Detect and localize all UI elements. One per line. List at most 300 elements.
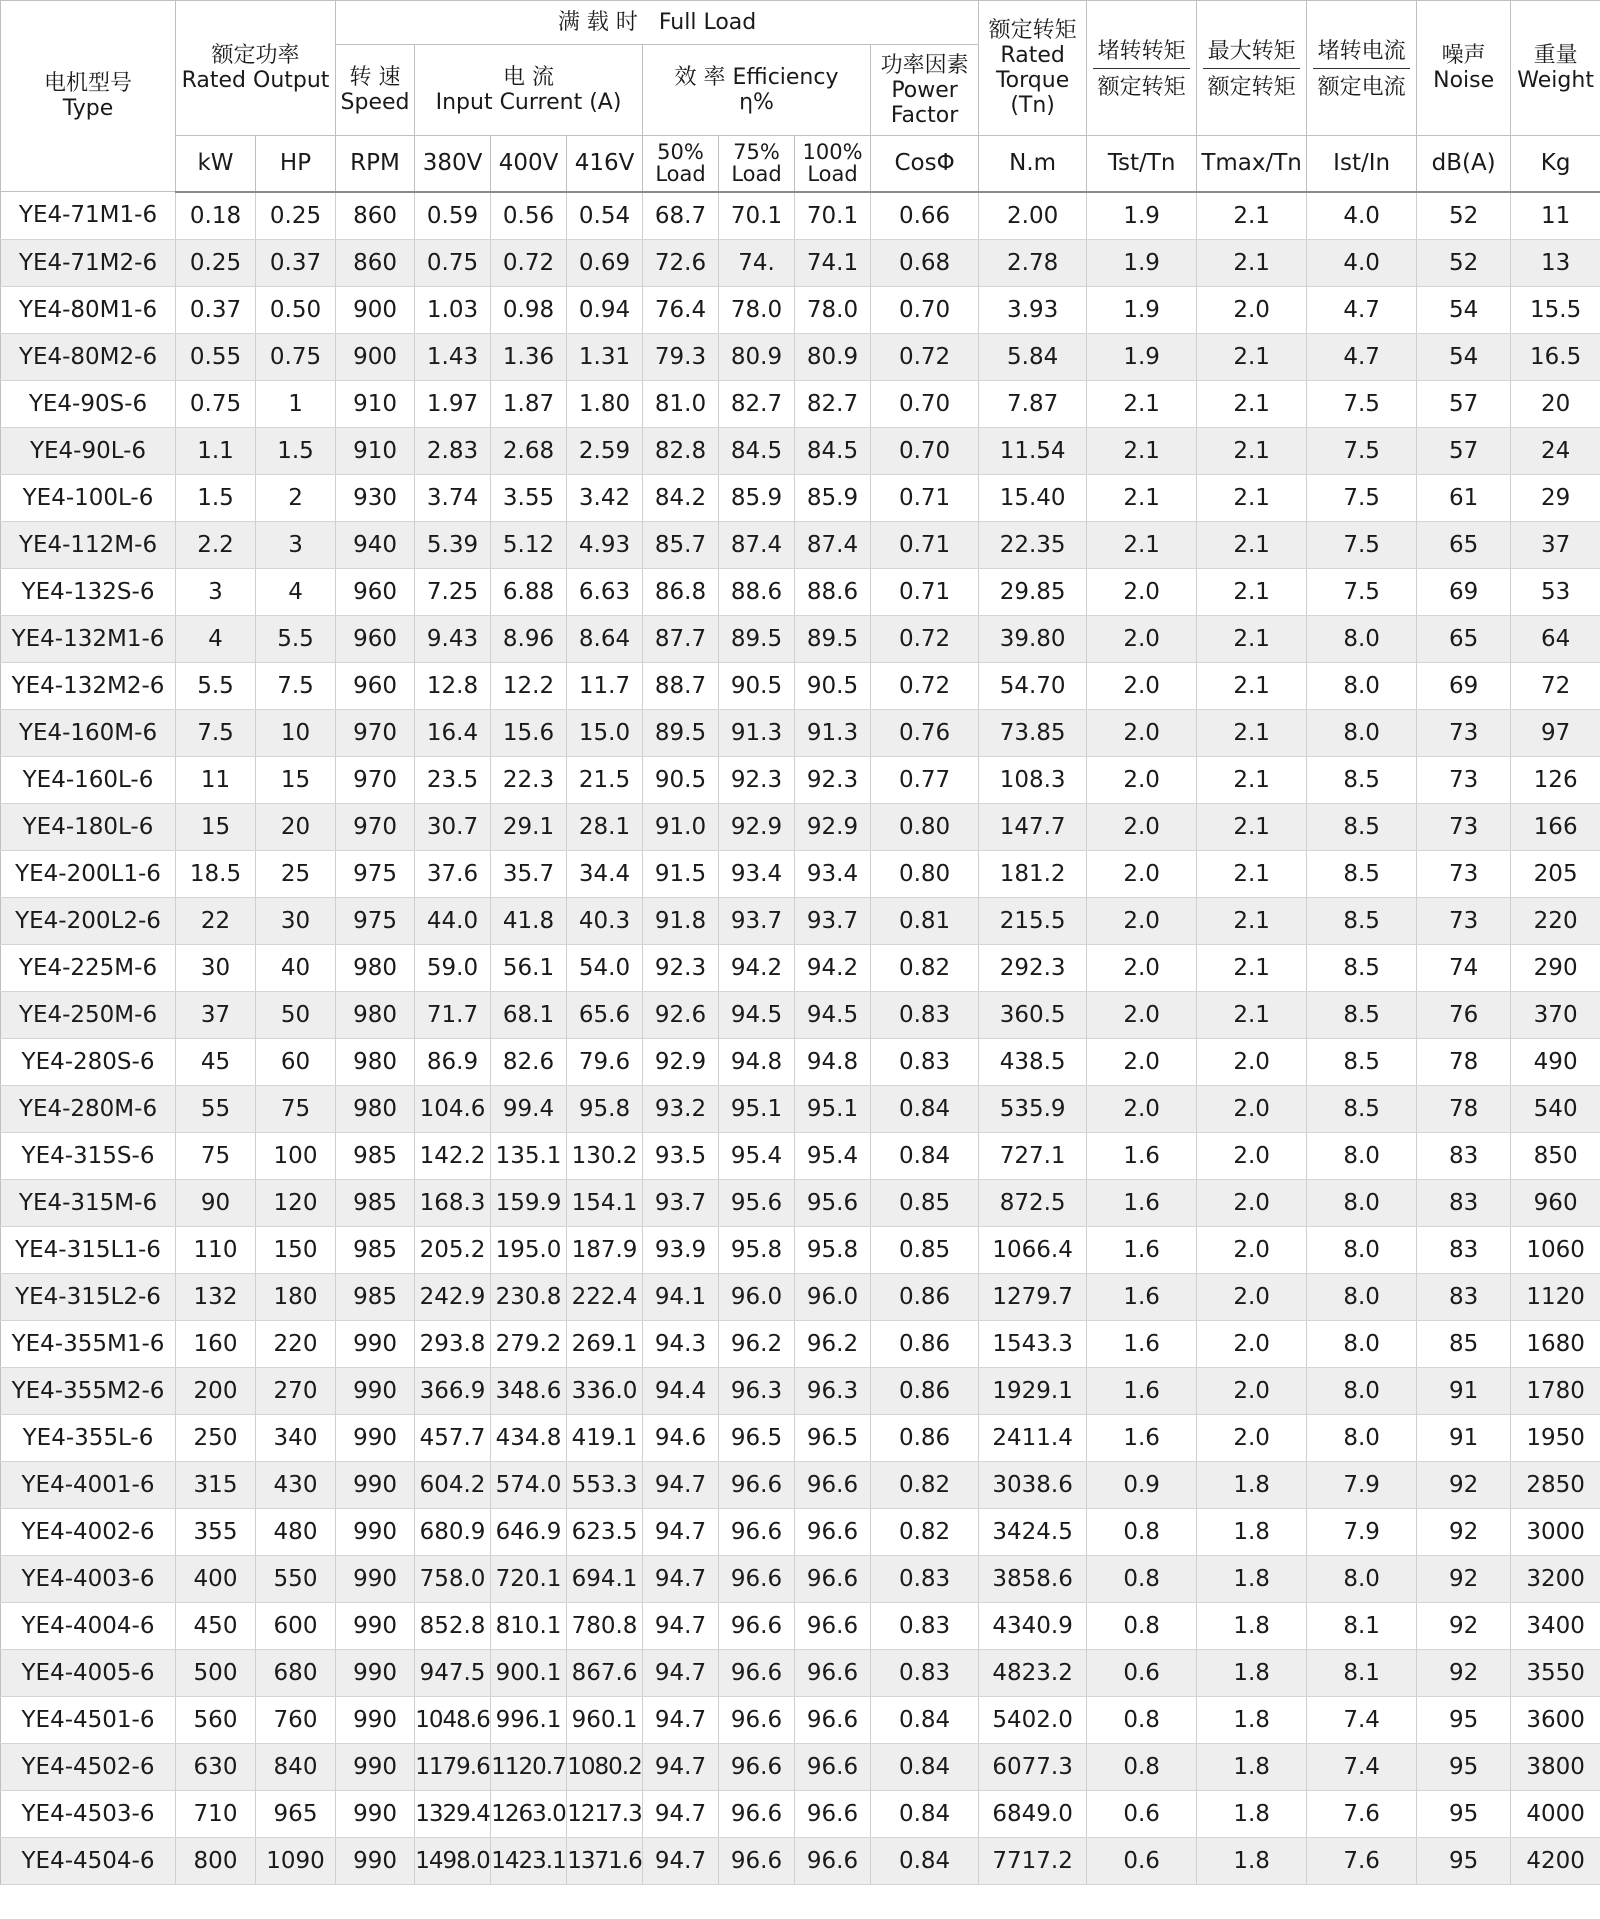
cell-eff-50: 90.5 <box>643 756 719 803</box>
cell-locked-torque-ratio: 2.0 <box>1087 1038 1197 1085</box>
cell-noise: 73 <box>1417 756 1511 803</box>
cell-eff-75: 96.6 <box>719 1743 795 1790</box>
cell-current-400v: 3.55 <box>491 474 567 521</box>
cell-rpm: 990 <box>336 1743 415 1790</box>
cell-type: YE4-250M-6 <box>1 991 176 1038</box>
cell-current-416v: 1.80 <box>567 380 643 427</box>
cell-type: YE4-225M-6 <box>1 944 176 991</box>
unit-100-load: 100% Load <box>795 136 871 192</box>
cell-eff-50: 82.8 <box>643 427 719 474</box>
cell-power-factor: 0.82 <box>871 1508 979 1555</box>
cell-weight: 3400 <box>1511 1602 1600 1649</box>
cell-current-380v: 205.2 <box>415 1226 491 1273</box>
cell-kw: 400 <box>176 1555 256 1602</box>
cell-eff-100: 87.4 <box>795 521 871 568</box>
cell-current-416v: 0.69 <box>567 239 643 286</box>
cell-eff-75: 96.6 <box>719 1790 795 1837</box>
cell-eff-100: 96.6 <box>795 1461 871 1508</box>
cell-rated-torque: 6849.0 <box>979 1790 1087 1837</box>
cell-kw: 30 <box>176 944 256 991</box>
cell-rated-torque: 3038.6 <box>979 1461 1087 1508</box>
cell-noise: 95 <box>1417 1696 1511 1743</box>
cell-current-400v: 8.96 <box>491 615 567 662</box>
cell-rpm: 970 <box>336 709 415 756</box>
cell-rated-torque: 2.78 <box>979 239 1087 286</box>
cell-locked-torque-ratio: 2.0 <box>1087 662 1197 709</box>
cell-rpm: 990 <box>336 1696 415 1743</box>
cell-eff-100: 84.5 <box>795 427 871 474</box>
cell-eff-50: 94.1 <box>643 1273 719 1320</box>
cell-max-torque-ratio: 2.0 <box>1197 1132 1307 1179</box>
cell-eff-100: 92.3 <box>795 756 871 803</box>
cell-locked-current-ratio: 4.0 <box>1307 192 1417 240</box>
cell-current-400v: 0.72 <box>491 239 567 286</box>
cell-max-torque-ratio: 2.1 <box>1197 897 1307 944</box>
header-input-current: 电 流 Input Current (A) <box>415 45 643 136</box>
table-row <box>1 897 1600 944</box>
cell-kw: 450 <box>176 1602 256 1649</box>
cell-type: YE4-71M2-6 <box>1 239 176 286</box>
cell-rpm: 980 <box>336 944 415 991</box>
cell-current-416v: 6.63 <box>567 568 643 615</box>
cell-rated-torque: 108.3 <box>979 756 1087 803</box>
cell-locked-torque-ratio: 2.1 <box>1087 380 1197 427</box>
cell-locked-torque-ratio: 2.0 <box>1087 615 1197 662</box>
table-row <box>1 1696 1600 1743</box>
cell-eff-50: 94.7 <box>643 1602 719 1649</box>
cell-locked-current-ratio: 8.0 <box>1307 1555 1417 1602</box>
header-weight: 重量 Weight <box>1511 1 1600 136</box>
cell-weight: 4000 <box>1511 1790 1600 1837</box>
cell-type: YE4-200L2-6 <box>1 897 176 944</box>
cell-noise: 54 <box>1417 333 1511 380</box>
cell-kw: 0.75 <box>176 380 256 427</box>
cell-rated-torque: 73.85 <box>979 709 1087 756</box>
cell-power-factor: 0.86 <box>871 1414 979 1461</box>
cell-rated-torque: 360.5 <box>979 991 1087 1038</box>
cell-current-416v: 79.6 <box>567 1038 643 1085</box>
cell-type: YE4-90S-6 <box>1 380 176 427</box>
cell-locked-torque-ratio: 1.6 <box>1087 1132 1197 1179</box>
cell-weight: 540 <box>1511 1085 1600 1132</box>
cell-weight: 24 <box>1511 427 1600 474</box>
table-row <box>1 1837 1600 1884</box>
cell-current-380v: 242.9 <box>415 1273 491 1320</box>
cell-eff-50: 91.0 <box>643 803 719 850</box>
cell-locked-current-ratio: 8.5 <box>1307 944 1417 991</box>
cell-kw: 37 <box>176 991 256 1038</box>
cell-current-400v: 574.0 <box>491 1461 567 1508</box>
cell-locked-torque-ratio: 1.6 <box>1087 1320 1197 1367</box>
cell-noise: 83 <box>1417 1273 1511 1320</box>
unit-400v: 400V <box>491 136 567 192</box>
cell-current-416v: 2.59 <box>567 427 643 474</box>
cell-current-380v: 104.6 <box>415 1085 491 1132</box>
unit-tmax-tn: Tmax/Tn <box>1197 136 1307 192</box>
cell-current-416v: 780.8 <box>567 1602 643 1649</box>
cell-eff-100: 96.6 <box>795 1743 871 1790</box>
cell-eff-75: 85.9 <box>719 474 795 521</box>
cell-rated-torque: 2411.4 <box>979 1414 1087 1461</box>
cell-weight: 4200 <box>1511 1837 1600 1884</box>
cell-current-380v: 86.9 <box>415 1038 491 1085</box>
cell-current-416v: 8.64 <box>567 615 643 662</box>
cell-max-torque-ratio: 2.1 <box>1197 239 1307 286</box>
cell-rpm: 985 <box>336 1179 415 1226</box>
cell-locked-current-ratio: 8.0 <box>1307 615 1417 662</box>
cell-locked-current-ratio: 8.0 <box>1307 1273 1417 1320</box>
cell-locked-torque-ratio: 2.1 <box>1087 427 1197 474</box>
cell-weight: 3550 <box>1511 1649 1600 1696</box>
unit-cos-phi: CosΦ <box>871 136 979 192</box>
cell-weight: 97 <box>1511 709 1600 756</box>
cell-weight: 37 <box>1511 521 1600 568</box>
cell-hp: 340 <box>256 1414 336 1461</box>
cell-locked-current-ratio: 8.0 <box>1307 1226 1417 1273</box>
cell-weight: 205 <box>1511 850 1600 897</box>
table-row <box>1 521 1600 568</box>
table-row <box>1 1508 1600 1555</box>
table-row <box>1 1461 1600 1508</box>
cell-rated-torque: 3424.5 <box>979 1508 1087 1555</box>
cell-current-380v: 1.43 <box>415 333 491 380</box>
cell-current-400v: 12.2 <box>491 662 567 709</box>
cell-eff-75: 96.2 <box>719 1320 795 1367</box>
cell-locked-torque-ratio: 2.0 <box>1087 1085 1197 1132</box>
cell-hp: 1 <box>256 380 336 427</box>
table-row <box>1 709 1600 756</box>
cell-power-factor: 0.76 <box>871 709 979 756</box>
cell-noise: 78 <box>1417 1038 1511 1085</box>
header-noise: 噪声 Noise <box>1417 1 1511 136</box>
cell-type: YE4-315L1-6 <box>1 1226 176 1273</box>
cell-hp: 2 <box>256 474 336 521</box>
cell-type: YE4-355M2-6 <box>1 1367 176 1414</box>
cell-rpm: 985 <box>336 1273 415 1320</box>
table-row <box>1 944 1600 991</box>
cell-eff-100: 90.5 <box>795 662 871 709</box>
cell-hp: 965 <box>256 1790 336 1837</box>
cell-eff-75: 88.6 <box>719 568 795 615</box>
cell-eff-75: 96.3 <box>719 1367 795 1414</box>
table-row <box>1 333 1600 380</box>
table-row <box>1 1273 1600 1320</box>
cell-eff-50: 94.7 <box>643 1696 719 1743</box>
table-row <box>1 1320 1600 1367</box>
cell-locked-current-ratio: 8.5 <box>1307 1085 1417 1132</box>
cell-noise: 92 <box>1417 1602 1511 1649</box>
cell-hp: 680 <box>256 1649 336 1696</box>
cell-current-400v: 348.6 <box>491 1367 567 1414</box>
cell-locked-current-ratio: 8.1 <box>1307 1602 1417 1649</box>
header-rated-torque: 额定转矩 Rated Torque (Tn) <box>979 1 1087 136</box>
cell-type: YE4-4004-6 <box>1 1602 176 1649</box>
cell-eff-100: 94.5 <box>795 991 871 1038</box>
table-row <box>1 991 1600 1038</box>
cell-max-torque-ratio: 1.8 <box>1197 1508 1307 1555</box>
cell-weight: 220 <box>1511 897 1600 944</box>
unit-kg: Kg <box>1511 136 1600 192</box>
cell-max-torque-ratio: 2.0 <box>1197 1367 1307 1414</box>
header-max-torque-ratio: 最大转矩 额定转矩 <box>1197 1 1307 136</box>
cell-max-torque-ratio: 2.1 <box>1197 521 1307 568</box>
cell-max-torque-ratio: 2.1 <box>1197 474 1307 521</box>
header-full-load: 满 载 时 Full Load <box>336 1 979 45</box>
cell-locked-current-ratio: 7.9 <box>1307 1508 1417 1555</box>
cell-locked-current-ratio: 8.0 <box>1307 1132 1417 1179</box>
cell-max-torque-ratio: 2.1 <box>1197 756 1307 803</box>
unit-75-load: 75% Load <box>719 136 795 192</box>
cell-current-416v: 40.3 <box>567 897 643 944</box>
cell-current-380v: 3.74 <box>415 474 491 521</box>
cell-rpm: 990 <box>336 1602 415 1649</box>
cell-current-380v: 71.7 <box>415 991 491 1038</box>
header-rated-output: 额定功率 Rated Output <box>176 1 336 136</box>
cell-locked-current-ratio: 7.6 <box>1307 1790 1417 1837</box>
cell-locked-torque-ratio: 0.8 <box>1087 1508 1197 1555</box>
cell-power-factor: 0.83 <box>871 1602 979 1649</box>
cell-max-torque-ratio: 2.1 <box>1197 427 1307 474</box>
cell-rated-torque: 727.1 <box>979 1132 1087 1179</box>
cell-eff-75: 92.9 <box>719 803 795 850</box>
cell-locked-current-ratio: 8.5 <box>1307 991 1417 1038</box>
cell-type: YE4-280M-6 <box>1 1085 176 1132</box>
cell-hp: 5.5 <box>256 615 336 662</box>
cell-weight: 1060 <box>1511 1226 1600 1273</box>
cell-eff-100: 70.1 <box>795 192 871 240</box>
cell-hp: 220 <box>256 1320 336 1367</box>
cell-eff-50: 94.6 <box>643 1414 719 1461</box>
cell-eff-100: 96.6 <box>795 1555 871 1602</box>
cell-kw: 1.5 <box>176 474 256 521</box>
table-row <box>1 568 1600 615</box>
cell-weight: 1950 <box>1511 1414 1600 1461</box>
cell-hp: 1.5 <box>256 427 336 474</box>
cell-current-380v: 168.3 <box>415 1179 491 1226</box>
cell-current-380v: 852.8 <box>415 1602 491 1649</box>
cell-eff-50: 94.7 <box>643 1555 719 1602</box>
table-row <box>1 850 1600 897</box>
cell-weight: 64 <box>1511 615 1600 662</box>
cell-max-torque-ratio: 2.0 <box>1197 1038 1307 1085</box>
cell-eff-100: 80.9 <box>795 333 871 380</box>
cell-rated-torque: 54.70 <box>979 662 1087 709</box>
cell-hp: 60 <box>256 1038 336 1085</box>
cell-current-380v: 12.8 <box>415 662 491 709</box>
cell-power-factor: 0.85 <box>871 1226 979 1273</box>
cell-eff-50: 94.7 <box>643 1461 719 1508</box>
cell-locked-torque-ratio: 2.0 <box>1087 897 1197 944</box>
cell-type: YE4-180L-6 <box>1 803 176 850</box>
cell-kw: 55 <box>176 1085 256 1132</box>
cell-type: YE4-80M1-6 <box>1 286 176 333</box>
cell-noise: 65 <box>1417 521 1511 568</box>
cell-current-400v: 1.36 <box>491 333 567 380</box>
cell-power-factor: 0.82 <box>871 1461 979 1508</box>
cell-eff-75: 74. <box>719 239 795 286</box>
cell-type: YE4-132M2-6 <box>1 662 176 709</box>
cell-type: YE4-80M2-6 <box>1 333 176 380</box>
cell-eff-75: 96.6 <box>719 1837 795 1884</box>
cell-locked-current-ratio: 4.7 <box>1307 286 1417 333</box>
cell-power-factor: 0.70 <box>871 286 979 333</box>
cell-eff-50: 94.4 <box>643 1367 719 1414</box>
cell-eff-75: 84.5 <box>719 427 795 474</box>
cell-kw: 7.5 <box>176 709 256 756</box>
cell-current-380v: 142.2 <box>415 1132 491 1179</box>
cell-eff-50: 92.3 <box>643 944 719 991</box>
cell-hp: 100 <box>256 1132 336 1179</box>
cell-current-380v: 44.0 <box>415 897 491 944</box>
cell-noise: 85 <box>1417 1320 1511 1367</box>
cell-noise: 83 <box>1417 1132 1511 1179</box>
cell-current-416v: 623.5 <box>567 1508 643 1555</box>
cell-current-416v: 11.7 <box>567 662 643 709</box>
cell-current-416v: 1080.2 <box>567 1743 643 1790</box>
table-row <box>1 803 1600 850</box>
cell-current-416v: 553.3 <box>567 1461 643 1508</box>
cell-rated-torque: 535.9 <box>979 1085 1087 1132</box>
cell-rpm: 990 <box>336 1508 415 1555</box>
cell-kw: 11 <box>176 756 256 803</box>
unit-380v: 380V <box>415 136 491 192</box>
cell-kw: 710 <box>176 1790 256 1837</box>
cell-current-400v: 230.8 <box>491 1273 567 1320</box>
cell-eff-100: 92.9 <box>795 803 871 850</box>
cell-eff-100: 96.0 <box>795 1273 871 1320</box>
cell-noise: 65 <box>1417 615 1511 662</box>
cell-locked-torque-ratio: 2.0 <box>1087 944 1197 991</box>
cell-eff-100: 91.3 <box>795 709 871 756</box>
cell-max-torque-ratio: 1.8 <box>1197 1555 1307 1602</box>
table-row <box>1 1414 1600 1461</box>
cell-current-400v: 0.98 <box>491 286 567 333</box>
cell-noise: 61 <box>1417 474 1511 521</box>
cell-hp: 1090 <box>256 1837 336 1884</box>
cell-noise: 54 <box>1417 286 1511 333</box>
cell-weight: 2850 <box>1511 1461 1600 1508</box>
cell-type: YE4-200L1-6 <box>1 850 176 897</box>
cell-eff-75: 87.4 <box>719 521 795 568</box>
cell-rated-torque: 1279.7 <box>979 1273 1087 1320</box>
cell-locked-current-ratio: 8.0 <box>1307 709 1417 756</box>
cell-current-380v: 680.9 <box>415 1508 491 1555</box>
cell-current-400v: 900.1 <box>491 1649 567 1696</box>
cell-power-factor: 0.84 <box>871 1837 979 1884</box>
table-row <box>1 239 1600 286</box>
cell-current-380v: 37.6 <box>415 850 491 897</box>
cell-hp: 40 <box>256 944 336 991</box>
cell-eff-75: 94.8 <box>719 1038 795 1085</box>
cell-current-400v: 810.1 <box>491 1602 567 1649</box>
cell-kw: 1.1 <box>176 427 256 474</box>
cell-locked-torque-ratio: 1.6 <box>1087 1273 1197 1320</box>
cell-type: YE4-315S-6 <box>1 1132 176 1179</box>
cell-weight: 3200 <box>1511 1555 1600 1602</box>
cell-eff-50: 79.3 <box>643 333 719 380</box>
cell-weight: 16.5 <box>1511 333 1600 380</box>
cell-max-torque-ratio: 1.8 <box>1197 1602 1307 1649</box>
cell-eff-75: 96.6 <box>719 1508 795 1555</box>
cell-eff-100: 95.4 <box>795 1132 871 1179</box>
cell-type: YE4-100L-6 <box>1 474 176 521</box>
cell-locked-current-ratio: 7.4 <box>1307 1696 1417 1743</box>
cell-power-factor: 0.68 <box>871 239 979 286</box>
cell-rpm: 990 <box>336 1367 415 1414</box>
cell-current-400v: 2.68 <box>491 427 567 474</box>
cell-power-factor: 0.85 <box>871 1179 979 1226</box>
cell-current-380v: 1498.0 <box>415 1837 491 1884</box>
cell-rated-torque: 5.84 <box>979 333 1087 380</box>
cell-max-torque-ratio: 2.0 <box>1197 1179 1307 1226</box>
cell-eff-100: 96.3 <box>795 1367 871 1414</box>
table-row <box>1 1085 1600 1132</box>
cell-locked-current-ratio: 8.0 <box>1307 662 1417 709</box>
cell-rpm: 960 <box>336 662 415 709</box>
cell-kw: 90 <box>176 1179 256 1226</box>
cell-current-416v: 1.31 <box>567 333 643 380</box>
cell-eff-50: 91.8 <box>643 897 719 944</box>
cell-rated-torque: 5402.0 <box>979 1696 1087 1743</box>
cell-hp: 0.50 <box>256 286 336 333</box>
cell-current-380v: 1048.6 <box>415 1696 491 1743</box>
cell-power-factor: 0.70 <box>871 380 979 427</box>
cell-power-factor: 0.84 <box>871 1696 979 1743</box>
cell-max-torque-ratio: 2.1 <box>1197 803 1307 850</box>
cell-rpm: 990 <box>336 1555 415 1602</box>
cell-locked-current-ratio: 8.5 <box>1307 803 1417 850</box>
cell-eff-75: 95.4 <box>719 1132 795 1179</box>
cell-noise: 91 <box>1417 1414 1511 1461</box>
cell-current-416v: 960.1 <box>567 1696 643 1743</box>
cell-max-torque-ratio: 2.0 <box>1197 1414 1307 1461</box>
cell-rated-torque: 4823.2 <box>979 1649 1087 1696</box>
cell-rpm: 860 <box>336 192 415 240</box>
cell-max-torque-ratio: 2.0 <box>1197 1273 1307 1320</box>
cell-kw: 45 <box>176 1038 256 1085</box>
cell-eff-75: 95.6 <box>719 1179 795 1226</box>
header-speed: 转 速 Speed <box>336 45 415 136</box>
cell-locked-torque-ratio: 0.6 <box>1087 1649 1197 1696</box>
cell-current-380v: 59.0 <box>415 944 491 991</box>
cell-type: YE4-4001-6 <box>1 1461 176 1508</box>
table-row <box>1 380 1600 427</box>
cell-kw: 630 <box>176 1743 256 1790</box>
cell-current-400v: 41.8 <box>491 897 567 944</box>
cell-current-416v: 1217.3 <box>567 1790 643 1837</box>
cell-current-380v: 366.9 <box>415 1367 491 1414</box>
cell-max-torque-ratio: 2.0 <box>1197 1320 1307 1367</box>
cell-current-380v: 5.39 <box>415 521 491 568</box>
cell-locked-torque-ratio: 0.6 <box>1087 1790 1197 1837</box>
cell-kw: 355 <box>176 1508 256 1555</box>
cell-kw: 2.2 <box>176 521 256 568</box>
cell-noise: 95 <box>1417 1743 1511 1790</box>
cell-locked-current-ratio: 7.5 <box>1307 474 1417 521</box>
cell-current-400v: 6.88 <box>491 568 567 615</box>
cell-type: YE4-315L2-6 <box>1 1273 176 1320</box>
cell-locked-current-ratio: 8.0 <box>1307 1179 1417 1226</box>
cell-type: YE4-160L-6 <box>1 756 176 803</box>
cell-locked-torque-ratio: 0.8 <box>1087 1555 1197 1602</box>
cell-eff-50: 89.5 <box>643 709 719 756</box>
cell-current-400v: 56.1 <box>491 944 567 991</box>
cell-power-factor: 0.83 <box>871 991 979 1038</box>
cell-weight: 370 <box>1511 991 1600 1038</box>
cell-eff-50: 94.3 <box>643 1320 719 1367</box>
cell-locked-current-ratio: 7.5 <box>1307 427 1417 474</box>
cell-power-factor: 0.80 <box>871 803 979 850</box>
